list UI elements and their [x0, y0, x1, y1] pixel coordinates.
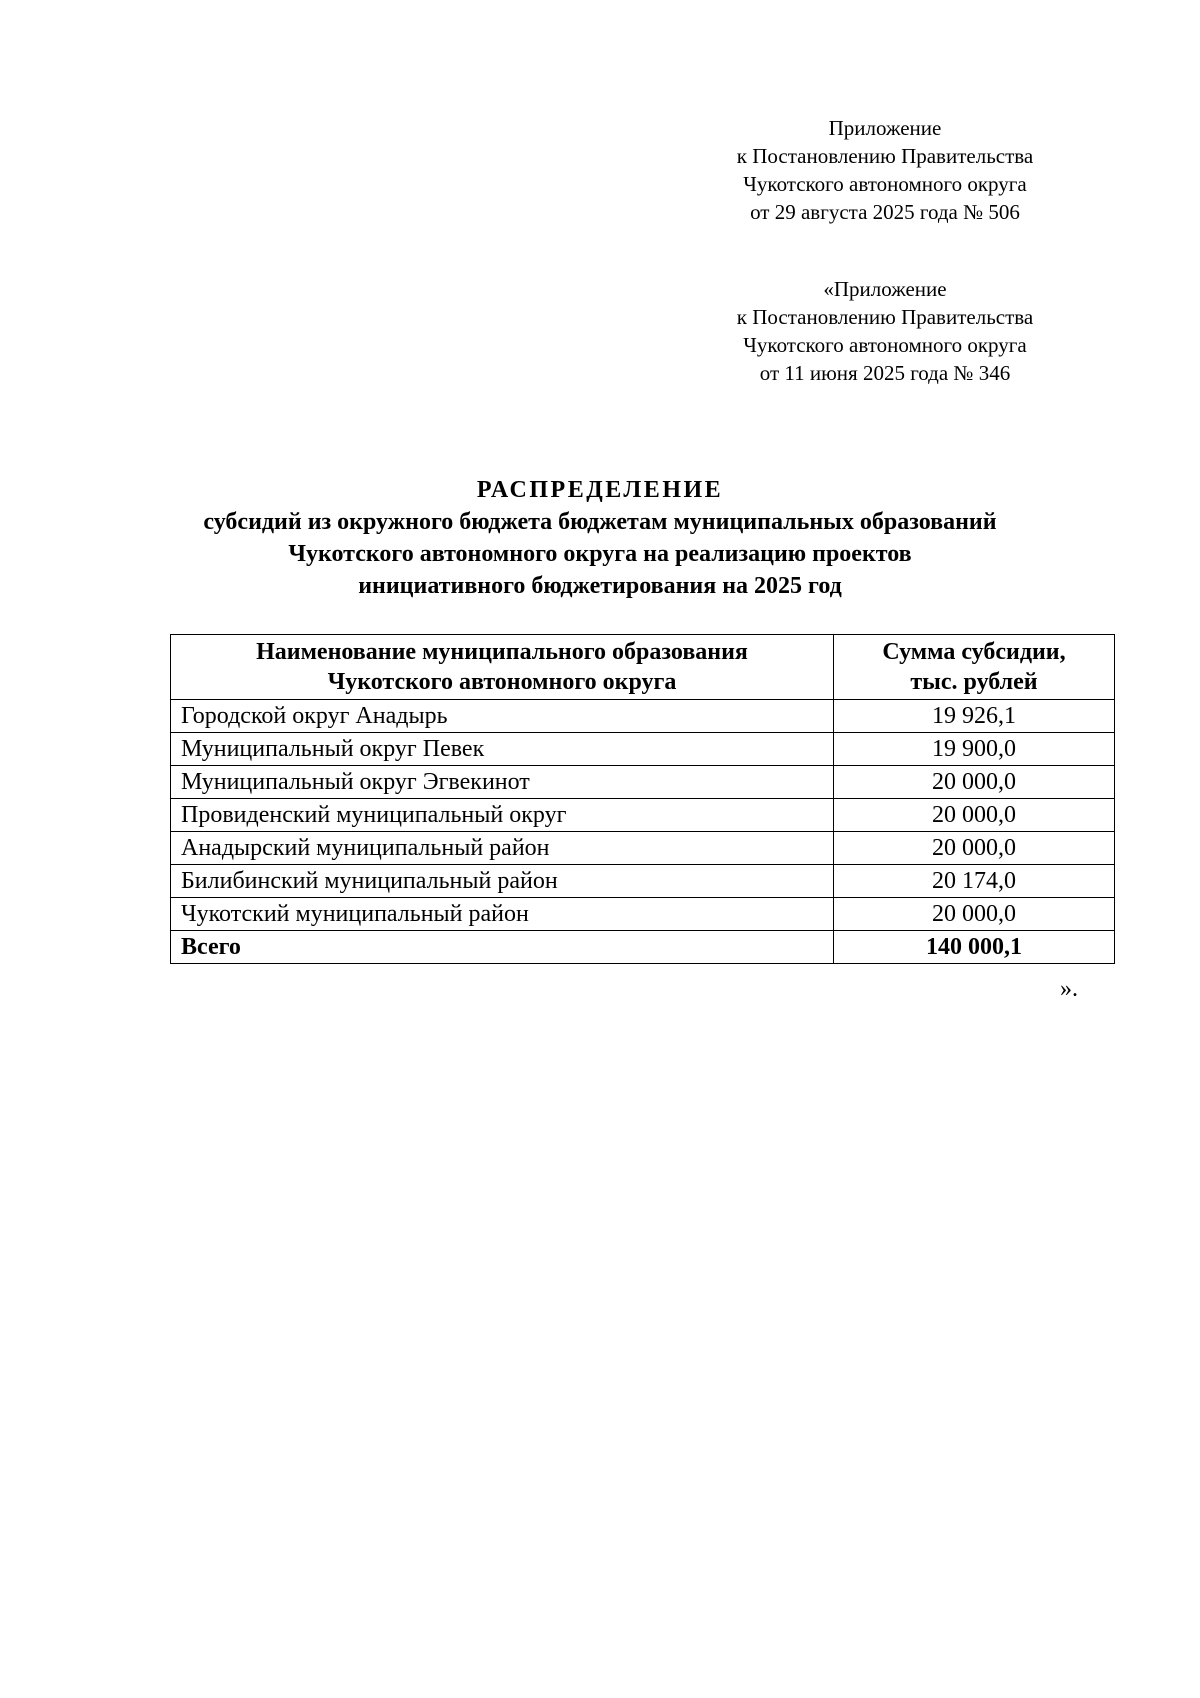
header-municipality-line2: Чукотского автономного округа [327, 669, 677, 695]
title-line: инициативного бюджетирования на 2025 год [358, 573, 842, 599]
table-row [171, 898, 1115, 931]
appendix-amended-reference [690, 275, 1080, 387]
subsidy-amount: 20 000,0 [834, 799, 1115, 832]
document-title [140, 474, 1060, 602]
table-row [171, 832, 1115, 865]
header-amount-line1: Сумма субсидии, [882, 639, 1066, 665]
subsidy-amount: 19 900,0 [834, 733, 1115, 766]
municipality-name: Анадырский муниципальный район [171, 832, 834, 865]
subsidy-distribution-table [170, 634, 1115, 964]
appendix-line: Чукотского автономного округа [743, 172, 1027, 196]
header-municipality-line1: Наименование муниципального образования [256, 639, 748, 665]
appendix-line: от 11 июня 2025 года № 346 [759, 361, 1011, 385]
appendix-line: Приложение [828, 116, 942, 140]
title-line: Чукотского автономного округа на реализацию проектов [288, 541, 912, 567]
municipality-name: Чукотский муниципальный район [171, 898, 834, 931]
municipality-name: Провиденский муниципальный округ [171, 799, 834, 832]
header-subsidy-amount [834, 635, 1115, 700]
appendix-current-reference [690, 114, 1080, 226]
subsidy-amount: 20 000,0 [834, 898, 1115, 931]
header-amount-line2: тыс. рублей [910, 669, 1038, 695]
table-header-row [171, 635, 1115, 700]
appendix-line: Чукотского автономного округа [743, 333, 1027, 357]
table-row [171, 865, 1115, 898]
subsidy-amount: 19 926,1 [834, 700, 1115, 733]
subsidy-amount: 20 174,0 [834, 865, 1115, 898]
appendix-line: «Приложение [823, 277, 947, 301]
table-row [171, 700, 1115, 733]
subsidy-amount: 20 000,0 [834, 766, 1115, 799]
appendix-line: от 29 августа 2025 года № 506 [750, 200, 1020, 224]
table-row [171, 766, 1115, 799]
table-total-row [171, 931, 1115, 964]
total-amount: 140 000,1 [834, 931, 1115, 964]
total-label: Всего [171, 931, 834, 964]
municipality-name: Муниципальный округ Эгвекинот [171, 766, 834, 799]
municipality-name: Городской округ Анадырь [171, 700, 834, 733]
subsidy-amount: 20 000,0 [834, 832, 1115, 865]
table-row [171, 733, 1115, 766]
municipality-name: Билибинский муниципальный район [171, 865, 834, 898]
title-line: субсидий из окружного бюджета бюджетам муниципальных образований [203, 509, 997, 535]
appendix-line: к Постановлению Правительства [736, 305, 1034, 329]
header-municipality [171, 635, 834, 700]
municipality-name: Муниципальный округ Певек [171, 733, 834, 766]
title-heading: РАСПРЕДЕЛЕНИЕ [476, 477, 724, 503]
table-row [171, 799, 1115, 832]
closing-quote-mark: ». [1060, 976, 1078, 1002]
appendix-line: к Постановлению Правительства [736, 144, 1034, 168]
